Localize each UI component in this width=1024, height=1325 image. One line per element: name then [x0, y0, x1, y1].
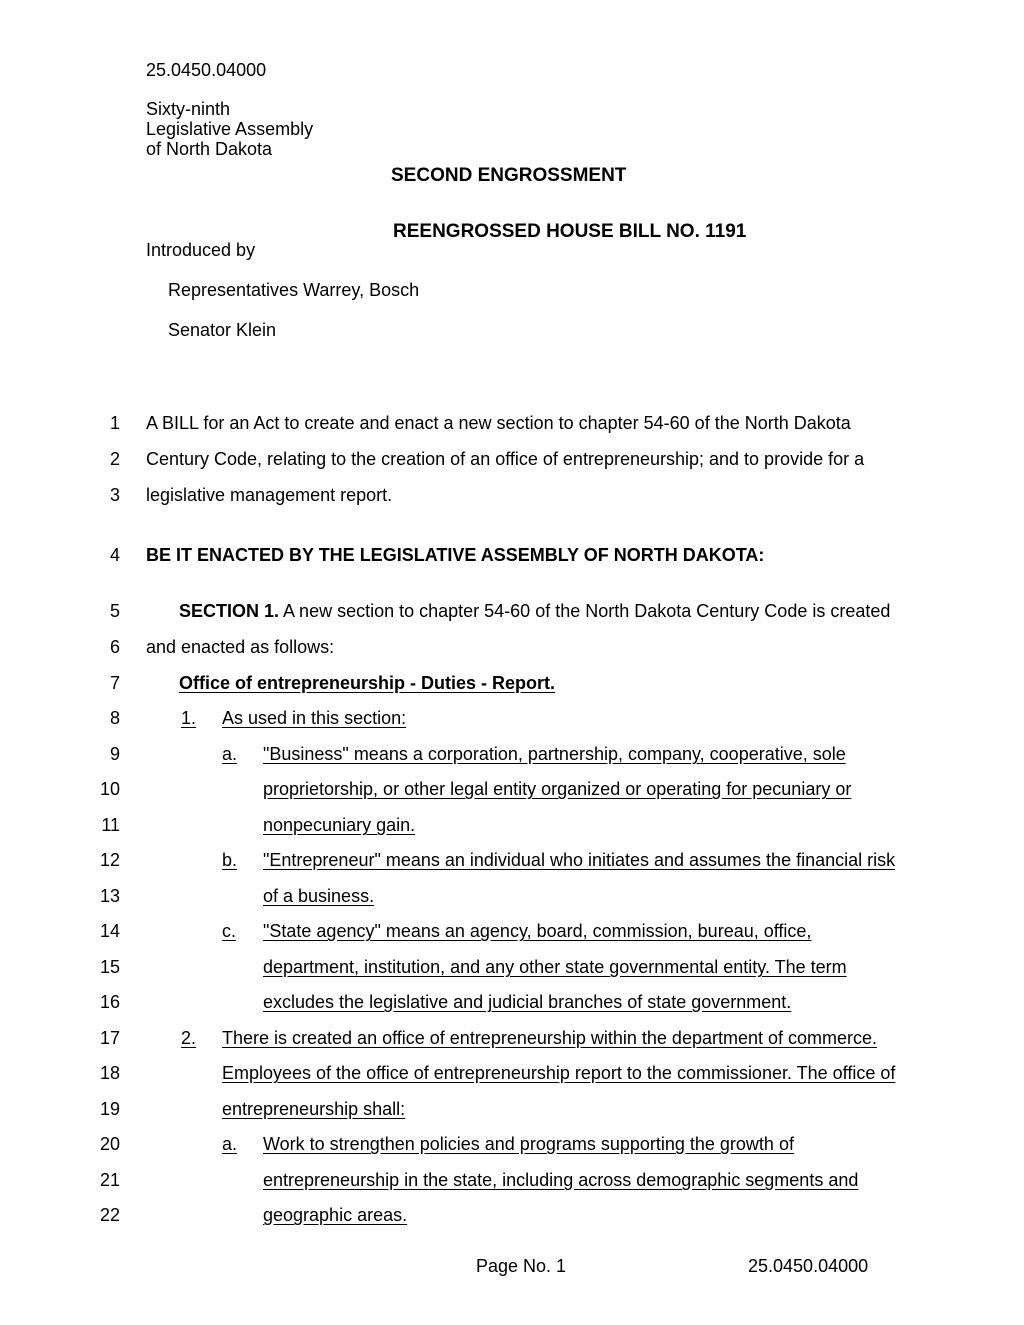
new-text-line: "Entrepreneur" means an individual who initiates and assumes the financial risk — [263, 850, 896, 870]
new-text-line: excludes the legislative and judicial branches of state government. — [263, 992, 792, 1012]
line-number: 10 — [99, 779, 120, 799]
bill-title: REENGROSSED HOUSE BILL NO. 1191 — [393, 221, 747, 242]
introduced-by-label: Introduced by — [146, 240, 256, 260]
line-number: 11 — [101, 815, 120, 835]
line-number: 9 — [109, 744, 120, 764]
new-text-line: proprietorship, or other legal entity organized or operating for pecuniary or — [263, 779, 852, 799]
sponsor-representatives: Representatives Warrey, Bosch — [168, 280, 420, 300]
bill-text-line: A BILL for an Act to create and enact a new section to chapter 54-60 of the North Dakota — [146, 413, 851, 433]
footer-document-number: 25.0450.04000 — [748, 1256, 869, 1276]
subdivision-marker: c. — [222, 921, 237, 941]
bill-text-line: and enacted as follows: — [146, 637, 335, 657]
line-number: 12 — [99, 850, 120, 870]
line-number: 14 — [99, 921, 120, 941]
line-number: 13 — [99, 886, 120, 906]
new-text-line: Work to strengthen policies and programs supporting the growth of — [263, 1134, 794, 1154]
subdivision-marker: a. — [222, 1134, 238, 1154]
line-number: 4 — [109, 545, 120, 565]
line-number: 22 — [99, 1205, 120, 1225]
bill-text-line: legislative management report. — [146, 485, 393, 505]
new-text-line: There is created an office of entrepreneurship within the department of commerce. — [222, 1028, 878, 1048]
subsection-marker: 2. — [181, 1028, 197, 1048]
section-catchline: Office of entrepreneurship - Duties - Report. — [179, 673, 556, 693]
line-number: 3 — [109, 485, 120, 505]
assembly-line-3: of North Dakota — [146, 139, 273, 159]
subdivision-marker: a. — [222, 744, 238, 764]
line-number: 2 — [109, 449, 120, 469]
new-text-line: Employees of the office of entrepreneurship report to the commissioner. The office of — [222, 1063, 896, 1083]
line-number: 1 — [109, 413, 120, 433]
new-text-line: geographic areas. — [263, 1205, 408, 1225]
section-text: A new section to chapter 54-60 of the North Dakota Century Code is created — [279, 601, 891, 621]
bill-text-line: Century Code, relating to the creation of an office of entrepreneurship; and to provide for a — [146, 449, 865, 469]
line-number: 20 — [99, 1134, 120, 1154]
line-number: 19 — [99, 1099, 120, 1119]
line-number: 8 — [109, 708, 120, 728]
new-text-line: As used in this section: — [222, 708, 407, 728]
new-text-line: "State agency" means an agency, board, commission, bureau, office, — [263, 921, 812, 941]
subsection-marker: 1. — [181, 708, 197, 728]
new-text-line: entrepreneurship in the state, including across demographic segments and — [263, 1170, 859, 1190]
line-number: 5 — [109, 601, 120, 621]
section-heading-line — [179, 601, 890, 622]
new-text-line: department, institution, and any other state governmental entity. The term — [263, 957, 847, 977]
assembly-line-2: Legislative Assembly — [146, 119, 314, 139]
line-number: 18 — [99, 1063, 120, 1083]
line-number: 7 — [109, 673, 120, 693]
line-number: 15 — [99, 957, 120, 977]
section-label: SECTION 1. — [179, 601, 280, 621]
sponsor-senator: Senator Klein — [168, 320, 277, 340]
line-number: 16 — [99, 992, 120, 1012]
new-text-line: nonpecuniary gain. — [263, 815, 416, 835]
subdivision-marker: b. — [222, 850, 238, 870]
enacting-clause: BE IT ENACTED BY THE LEGISLATIVE ASSEMBLY OF NORTH DAKOTA: — [146, 545, 765, 565]
engrossment-title: SECOND ENGROSSMENT — [391, 165, 627, 186]
new-text-line: of a business. — [263, 886, 375, 906]
line-number: 17 — [99, 1028, 120, 1048]
line-number: 6 — [109, 637, 120, 657]
page-number: Page No. 1 — [476, 1256, 567, 1276]
document-number: 25.0450.04000 — [146, 60, 267, 80]
assembly-line-1: Sixty-ninth — [146, 99, 231, 119]
new-text-line: "Business" means a corporation, partnership, company, cooperative, sole — [263, 744, 846, 764]
new-text-line: entrepreneurship shall: — [222, 1099, 406, 1119]
line-number: 21 — [99, 1170, 120, 1190]
